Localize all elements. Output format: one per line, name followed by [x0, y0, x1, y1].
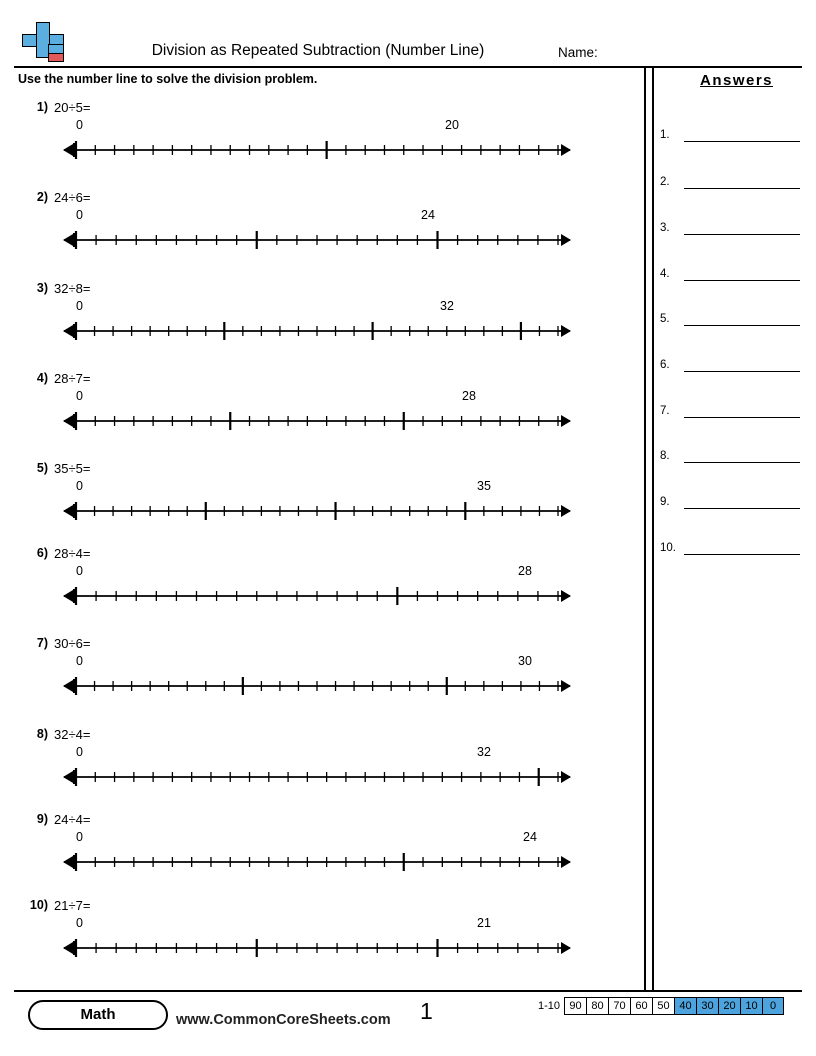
score-scale-cell: 10	[740, 997, 762, 1015]
number-line	[54, 389, 600, 443]
number-line-graphic	[54, 582, 582, 612]
number-line-start-label: 0	[76, 830, 83, 844]
number-line-end-label: 24	[523, 830, 537, 844]
answer-row	[660, 304, 808, 326]
answers-divider-right	[652, 66, 654, 990]
number-line-start-label: 0	[76, 208, 83, 222]
number-line-graphic	[54, 672, 582, 702]
number-line-end-label: 28	[462, 389, 476, 403]
number-line-graphic	[54, 317, 582, 347]
problem-item	[18, 371, 618, 459]
problem-item	[18, 461, 618, 549]
page-title: Division as Repeated Subtraction (Number Line)	[151, 42, 485, 59]
problem-item	[18, 281, 618, 369]
answer-row	[660, 213, 808, 235]
number-line	[54, 299, 600, 353]
score-scale-label: 1-10	[538, 1000, 561, 1012]
subject-badge-label: Math	[80, 1006, 116, 1023]
answers-divider-left	[644, 66, 646, 990]
answer-blank[interactable]	[684, 141, 800, 142]
number-line-end-label: 30	[518, 654, 532, 668]
problem-number: 3)	[36, 281, 48, 295]
problem-expression: 21÷7=	[54, 898, 91, 913]
answer-blank[interactable]	[684, 417, 800, 418]
number-line-end-label: 32	[440, 299, 454, 313]
answer-number: 5.	[660, 313, 670, 325]
subject-badge	[28, 1000, 168, 1030]
site-url: www.CommonCoreSheets.com	[176, 1012, 391, 1028]
answer-row	[660, 533, 808, 555]
problem-number: 7)	[36, 636, 48, 650]
number-line-graphic	[54, 848, 582, 878]
problem-number: 1)	[36, 100, 48, 114]
score-scale-cell: 30	[696, 997, 718, 1015]
number-line-graphic	[54, 226, 582, 256]
number-line-end-label: 20	[445, 118, 459, 132]
problem-number: 6)	[36, 546, 48, 560]
score-scale	[534, 997, 784, 1015]
number-line	[54, 916, 600, 970]
problem-expression: 32÷8=	[54, 281, 91, 296]
answer-number: 6.	[660, 359, 670, 371]
answer-number: 3.	[660, 222, 670, 234]
number-line	[54, 745, 600, 799]
number-line-start-label: 0	[76, 916, 83, 930]
number-line-end-label: 21	[477, 916, 491, 930]
answer-number: 8.	[660, 450, 670, 462]
problem-expression: 24÷4=	[54, 812, 91, 827]
answer-row	[660, 350, 808, 372]
page-header	[0, 0, 816, 68]
number-line-end-label: 28	[518, 564, 532, 578]
problem-number: 4)	[36, 371, 48, 385]
problem-item	[18, 190, 618, 278]
problem-item	[18, 636, 618, 724]
problem-item	[18, 812, 618, 900]
number-line-graphic	[54, 497, 582, 527]
score-scale-cell: 40	[674, 997, 696, 1015]
problem-expression: 24÷6=	[54, 190, 91, 205]
number-line-graphic	[54, 136, 582, 166]
number-line-end-label: 35	[477, 479, 491, 493]
answer-blank[interactable]	[684, 554, 800, 555]
number-line-start-label: 0	[76, 745, 83, 759]
problem-expression: 35÷5=	[54, 461, 91, 476]
name-field-label: Name:	[558, 45, 598, 60]
answer-number: 7.	[660, 405, 670, 417]
problem-expression: 20÷5=	[54, 100, 91, 115]
answer-number: 10.	[660, 542, 676, 554]
answer-blank[interactable]	[684, 234, 800, 235]
header-divider	[14, 66, 802, 68]
answer-row	[660, 487, 808, 509]
answer-blank[interactable]	[684, 325, 800, 326]
answer-number: 2.	[660, 176, 670, 188]
number-line	[54, 118, 600, 172]
answer-row	[660, 441, 808, 463]
answer-blank[interactable]	[684, 371, 800, 372]
instructions-text: Use the number line to solve the division problem.	[18, 72, 318, 86]
number-line-start-label: 0	[76, 389, 83, 403]
number-line-start-label: 0	[76, 654, 83, 668]
answer-row	[660, 167, 808, 189]
score-scale-cells	[564, 997, 784, 1015]
answer-row	[660, 396, 808, 418]
number-line-start-label: 0	[76, 118, 83, 132]
number-line-start-label: 0	[76, 299, 83, 313]
answer-blank[interactable]	[684, 462, 800, 463]
answer-row	[660, 120, 808, 142]
score-scale-cell: 90	[564, 997, 586, 1015]
number-line	[54, 564, 600, 618]
number-line	[54, 208, 600, 262]
problem-number: 9)	[36, 812, 48, 826]
problem-item	[18, 898, 618, 986]
problem-number: 5)	[36, 461, 48, 475]
number-line-start-label: 0	[76, 564, 83, 578]
number-line-end-label: 32	[477, 745, 491, 759]
problem-expression: 30÷6=	[54, 636, 91, 651]
answer-number: 4.	[660, 268, 670, 280]
problem-item	[18, 100, 618, 188]
problem-expression: 28÷4=	[54, 546, 91, 561]
score-scale-cell: 60	[630, 997, 652, 1015]
answer-number: 9.	[660, 496, 670, 508]
answer-blank[interactable]	[684, 508, 800, 509]
problem-number: 8)	[36, 727, 48, 741]
page-number: 1	[420, 998, 433, 1024]
score-scale-cell: 50	[652, 997, 674, 1015]
problem-item	[18, 546, 618, 634]
answer-blank[interactable]	[684, 280, 800, 281]
score-scale-cell: 70	[608, 997, 630, 1015]
number-line	[54, 479, 600, 533]
number-line-graphic	[54, 763, 582, 793]
number-line	[54, 654, 600, 708]
footer-divider	[14, 990, 802, 992]
number-line-end-label: 24	[421, 208, 435, 222]
problem-item	[18, 727, 618, 815]
number-line-start-label: 0	[76, 479, 83, 493]
score-scale-cell: 0	[762, 997, 784, 1015]
answers-heading: Answers	[699, 72, 774, 89]
answer-row	[660, 259, 808, 281]
number-line-graphic	[54, 407, 582, 437]
number-line-graphic	[54, 934, 582, 964]
problem-number: 10)	[29, 898, 48, 912]
answer-blank[interactable]	[684, 188, 800, 189]
problem-expression: 28÷7=	[54, 371, 91, 386]
score-scale-cell: 80	[586, 997, 608, 1015]
score-scale-cell: 20	[718, 997, 740, 1015]
problem-expression: 32÷4=	[54, 727, 91, 742]
problem-number: 2)	[36, 190, 48, 204]
number-line	[54, 830, 600, 884]
answer-number: 1.	[660, 129, 670, 141]
